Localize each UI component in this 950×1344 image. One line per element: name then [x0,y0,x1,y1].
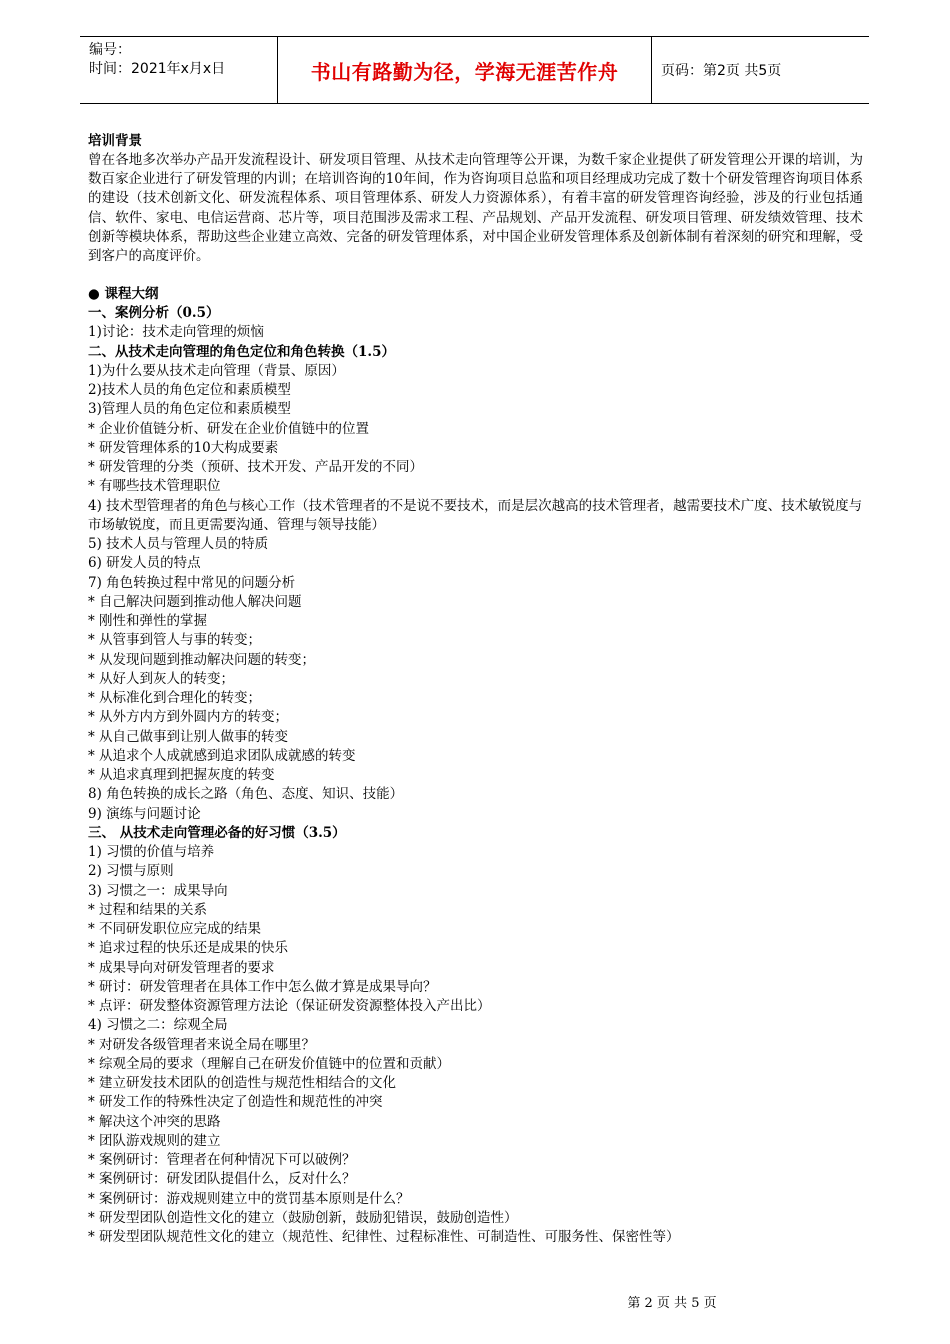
outline-item: * 研发型团队规范性文化的建立（规范性、纪律性、过程标准性、可制造性、可服务性、保密性等） [88,1229,680,1246]
header-motto: 书山有路勤为径，学海无涯苦作舟 [310,59,619,84]
section-title-background: 培训背景 [88,133,142,149]
outline-item: * 从外方内方到外圆内方的转变； [88,709,289,726]
outline-item: * 解决这个冲突的思路 [88,1113,221,1130]
outline-item: * 成果导向对研发管理者的要求 [88,959,275,976]
course-outline-list [88,304,863,1247]
outline-section-heading: 二、从技术走向管理的角色定位和角色转换（1.5） [88,343,395,360]
document-body [88,132,863,1247]
outline-item: 6) 研发人员的特点 [88,555,201,572]
outline-item: 4) 技术型管理者的角色与核心工作（技术管理者的不是说不要技术，而是层次越高的技术管理者，越需要技术广度、技术敏锐度与市场敏锐度，而且更需要沟通、管理与领导技能） [88,497,863,533]
outline-item: 3) 习惯之一：成果导向 [88,882,228,899]
outline-item: * 研发型团队创造性文化的建立（鼓励创新，鼓励犯错误，鼓励创造性） [88,1209,518,1226]
outline-section-heading: 三、 从技术走向管理必备的好习惯（3.5） [88,824,346,841]
outline-item: 2)技术人员的角色定位和素质模型 [88,382,291,399]
outline-item: * 从自己做事到让别人做事的转变 [88,728,289,745]
outline-item: * 案例研讨：研发团队提倡什么，反对什么？ [88,1171,356,1188]
outline-item: * 从管事到管人与事的转变； [88,632,262,649]
outline-item: 8) 角色转换的成长之路（角色、态度、知识、技能） [88,786,404,803]
outline-item: * 案例研讨：管理者在何种情况下可以破例？ [88,1152,356,1169]
page-footer [0,1292,950,1311]
header-page-info: 页码：第2页 共5页 [661,63,782,79]
outline-item: * 自己解决问题到推动他人解决问题 [88,593,302,610]
outline-item: * 团队游戏规则的建立 [88,1132,221,1149]
outline-item: * 对研发各级管理者来说全局在哪里？ [88,1036,316,1053]
header-page-info-cell [652,37,869,103]
outline-item: * 研发管理体系的10大构成要素 [88,439,279,456]
outline-item: 1)讨论：技术走向管理的烦恼 [88,324,264,341]
header-motto-cell [278,37,652,103]
outline-item: * 刚性和弹性的掌握 [88,613,208,630]
outline-item: * 研发工作的特殊性决定了创造性和规范性的冲突 [88,1094,383,1111]
outline-item: * 有哪些技术管理职位 [88,478,221,495]
outline-item: 1)为什么要从技术走向管理（背景、原因） [88,362,345,379]
outline-item: * 从发现问题到推动解决问题的转变； [88,651,316,668]
outline-item: * 企业价值链分析、研发在企业价值链中的位置 [88,420,370,437]
outline-item: * 从追求个人成就感到追求团队成就感的转变 [88,747,356,764]
outline-item: 7) 角色转换过程中常见的问题分析 [88,574,296,591]
document-number-label: 编号： [89,42,131,58]
outline-item: * 追求过程的快乐还是成果的快乐 [88,940,289,957]
outline-item: * 研讨：研发管理者在具体工作中怎么做才算是成果导向？ [88,978,437,995]
course-outline-heading: ● 课程大纲 [88,286,159,303]
outline-item: 4) 习惯之二：综观全局 [88,1017,228,1034]
outline-item: * 过程和结果的关系 [88,901,208,918]
outline-section-heading: 一、案例分析（0.5） [88,305,220,322]
document-date-label: 时间：2021年x月x日 [89,61,226,77]
spacer [88,266,863,285]
page-header-table [80,36,869,104]
outline-item: * 综观全局的要求（理解自己在研发价值链中的位置和贡献） [88,1055,451,1072]
outline-item: * 从标准化到合理化的转变； [88,690,262,707]
header-left-cell [80,37,278,103]
outline-item: 2) 习惯与原则 [88,863,174,880]
outline-item: * 不同研发职位应完成的结果 [88,921,262,938]
outline-item: * 案例研讨：游戏规则建立中的赏罚基本原则是什么？ [88,1190,410,1207]
outline-item: * 研发管理的分类（预研、技术开发、产品开发的不同） [88,459,424,476]
outline-item: 1) 习惯的价值与培养 [88,844,215,861]
background-paragraph: 曾在各地多次举办产品开发流程设计、研发项目管理、从技术走向管理等公开课，为数千家企业提供了研发管理公开课的培训，为数百家企业进行了研发管理的内训；在培训咨询的10年间，作为咨询项目总监和项目经理成功完成了数十个研发管理咨询项目体系的建设（技术创新文化、研发流程体系、项目管理体系、研发人力资源体系），有着丰富的研发管理咨询经验，涉及的行业包括通信、软件、家电、电信运营商、芯片等，项目范围涉及需求工程、产品规划、产品开发流程、研发项目管理、研发绩效管理、技术创新等模块体系，帮助这些企业建立高效、完备的研发管理体系，对中国企业研发管理体系及创新体制有着深刻的研究和理解，受到客户的高度评价。 [88,152,863,265]
outline-item: 5) 技术人员与管理人员的特质 [88,536,269,553]
outline-item: * 建立研发技术团队的创造性与规范性相结合的文化 [88,1075,397,1092]
footer-page-number: 第 2 页 共 5 页 [627,1296,717,1311]
outline-item: * 从追求真理到把握灰度的转变 [88,767,275,784]
outline-item: 3)管理人员的角色定位和素质模型 [88,401,291,418]
outline-item: * 点评：研发整体资源管理方法论（保证研发资源整体投入产出比） [88,998,491,1015]
outline-item: * 从好人到灰人的转变； [88,670,235,687]
outline-item: 9) 演练与问题讨论 [88,805,201,822]
